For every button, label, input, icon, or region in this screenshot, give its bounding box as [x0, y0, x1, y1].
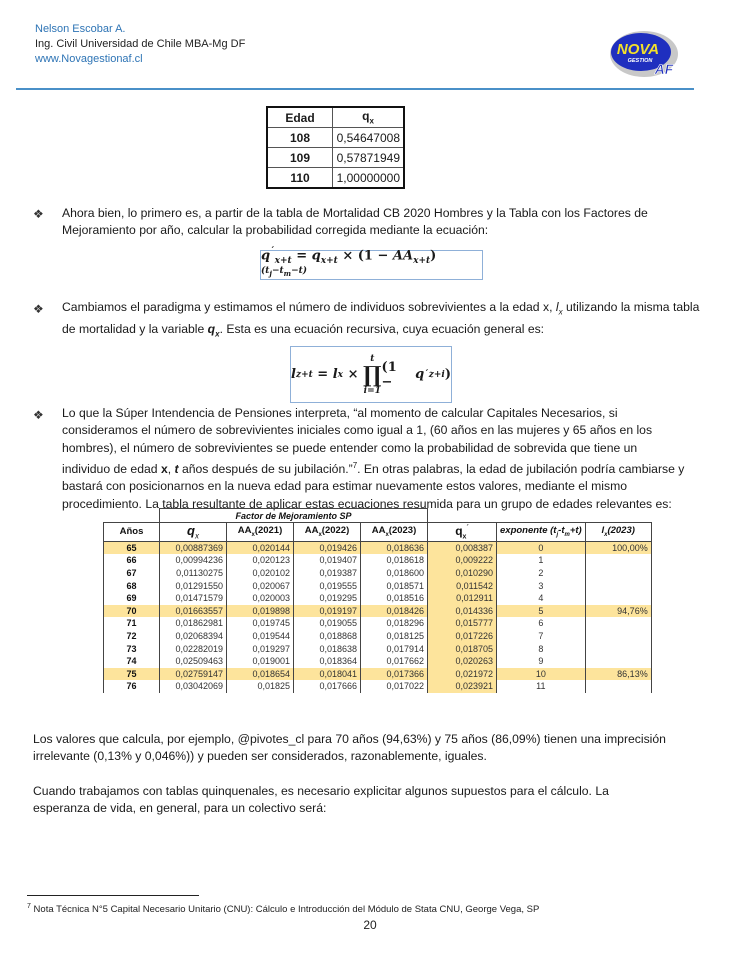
- cell-qx: 0,00994236: [160, 554, 227, 567]
- paragraph-comparison: [33, 731, 713, 766]
- text-span: utilizando la misma tabla: [562, 300, 700, 314]
- cell-lx: 94,76%: [585, 605, 651, 618]
- text-span: j: [556, 532, 559, 539]
- cell-aa2023: 0,017914: [361, 642, 428, 655]
- text-line: esperanza de vida, en general, para un colectivo será:: [33, 801, 327, 816]
- text-span: de mortalidad y la variable: [62, 321, 208, 336]
- cell-aa2023: 0,017022: [361, 680, 428, 693]
- cell-aa2023: 0,017662: [361, 655, 428, 668]
- text-span: l: [601, 525, 605, 537]
- table-row: [104, 554, 652, 567]
- bullet-paragraph-2: [62, 299, 702, 342]
- text-line: consideramos el número de sobrevivientes iniciales como igual a 1, (60 años en las mujeres y 65 años en los: [62, 423, 653, 438]
- cell-lx: [585, 554, 651, 567]
- cell-exp: 1: [497, 554, 586, 567]
- cell-lx: [585, 592, 651, 605]
- cell-qxp: 0,021972: [428, 668, 497, 681]
- text-span: x: [160, 461, 168, 476]
- cell-aa2021: 0,020144: [227, 541, 294, 554]
- text-span: -t: [558, 525, 565, 537]
- cell-lx: 100,00%: [585, 541, 651, 554]
- cell-exp: 9: [497, 655, 586, 668]
- cell-qxp: 0,017226: [428, 630, 497, 643]
- text-span: (2023): [607, 525, 635, 537]
- cell-lx: [585, 567, 651, 580]
- cell-age: 108: [267, 128, 333, 148]
- cell-aa2021: 0,018654: [227, 668, 294, 681]
- group-header-row: [104, 509, 652, 523]
- col-header-aa-2021: [227, 523, 294, 542]
- cell-age: 76: [104, 680, 160, 693]
- col-header-exponent: [497, 523, 586, 542]
- cell-qx: 0,01471579: [160, 592, 227, 605]
- cell-qxp: 0,009222: [428, 554, 497, 567]
- text-span: q: [455, 523, 463, 538]
- text-span: . Esta es una ecuación recursiva, cuya ecuación general es:: [219, 321, 545, 336]
- cell-aa2021: 0,019544: [227, 630, 294, 643]
- text-line: Mejoramiento por año, calcular la probabilidad corregida mediante la ecuación:: [62, 223, 489, 238]
- bullet-diamond-icon: ❖: [33, 408, 44, 422]
- cell-aa2022: 0,018638: [294, 642, 361, 655]
- col-header-qx: [160, 523, 227, 542]
- table-row: [104, 655, 652, 668]
- cell-age: 72: [104, 630, 160, 643]
- cell-age: 74: [104, 655, 160, 668]
- cell-aa2021: 0,020102: [227, 567, 294, 580]
- cell-aa2022: 0,019555: [294, 579, 361, 592]
- text-span: t: [174, 461, 179, 476]
- text-span: x: [558, 307, 563, 317]
- group-header-improvement-factor: Factor de Mejoramiento SP: [160, 509, 428, 523]
- text-span: x: [194, 531, 199, 541]
- cell-qx: 0,54647008: [333, 128, 405, 148]
- text-line: irrelevante (0,13% y 0,046%)) y pueden ser considerados, razonablemente, iguales.: [33, 749, 487, 764]
- cell-qx: 0,02282019: [160, 642, 227, 655]
- cell-age: 75: [104, 668, 160, 681]
- cell-aa2023: 0,017366: [361, 668, 428, 681]
- cell-aa2021: 0,019297: [227, 642, 294, 655]
- cell-lx: [585, 642, 651, 655]
- col-header-age: Edad: [267, 107, 333, 128]
- table-row: [104, 680, 652, 693]
- cell-qxp: 0,010290: [428, 567, 497, 580]
- cell-aa2023: 0,018516: [361, 592, 428, 605]
- cell-exp: 4: [497, 592, 586, 605]
- page-number: 20: [363, 918, 377, 932]
- cell-qxp: 0,014336: [428, 605, 497, 618]
- cell-aa2022: 0,019197: [294, 605, 361, 618]
- table-row: [104, 630, 652, 643]
- text-span: exponente (t: [500, 525, 557, 537]
- cell-qxp: 0,015777: [428, 617, 497, 630]
- cell-aa2021: 0,01825: [227, 680, 294, 693]
- table-row: [104, 592, 652, 605]
- text-span: x: [318, 532, 322, 539]
- cell-qxp: 0,012911: [428, 592, 497, 605]
- cell-aa2022: 0,019295: [294, 592, 361, 605]
- text-span: x: [385, 532, 389, 539]
- text-span: AA: [237, 525, 252, 537]
- table-row: [104, 668, 652, 681]
- cell-qxp: 0,023921: [428, 680, 497, 693]
- cell-exp: 5: [497, 605, 586, 618]
- text-span: m: [564, 532, 570, 539]
- cell-aa2023: 0,018296: [361, 617, 428, 630]
- text-span: . En otras palabras, la edad de jubilación podría cambiarse y: [357, 461, 685, 476]
- bullet-diamond-icon: ❖: [33, 302, 44, 316]
- logo-gestion-text: GESTION: [627, 58, 653, 64]
- equation-survivors: l z+t = l x × t ∏ i=1 (1 − q ´ z+i ): [290, 346, 452, 403]
- table-row: [104, 541, 652, 554]
- logo-nova-text: NOVA: [616, 41, 660, 58]
- cell-age: 70: [104, 605, 160, 618]
- text-line: Cuando trabajamos con tablas quinquenales, es necesario explicitar algunos supuestos para el cálculo. La: [33, 784, 609, 798]
- cell-age: 67: [104, 567, 160, 580]
- col-header-qx-corrected: [428, 523, 497, 542]
- cell-age: 69: [104, 592, 160, 605]
- text-span: (2021): [254, 525, 283, 537]
- cell-aa2021: 0,019898: [227, 605, 294, 618]
- cell-lx: [585, 680, 651, 693]
- table-row: [267, 168, 404, 189]
- cell-age: 66: [104, 554, 160, 567]
- table-row: [267, 148, 404, 168]
- col-header-qx: $q_x$: [333, 107, 405, 128]
- cell-qxp: 0,018705: [428, 642, 497, 655]
- table-row: [104, 567, 652, 580]
- table-row: [104, 642, 652, 655]
- mortality-tail-table: [266, 106, 405, 189]
- text-span: AA: [371, 525, 386, 537]
- bullet-paragraph-1: [62, 205, 702, 240]
- text-line: procedimiento. La tabla resultante de aplicar estas ecuaciones resumida para un grupo de edades relevantes es:: [62, 496, 672, 511]
- cell-qx: 0,03042069: [160, 680, 227, 693]
- cell-aa2023: 0,018426: [361, 605, 428, 618]
- cell-qxp: 0,008387: [428, 541, 497, 554]
- text-line: Lo que la Súper Intendencia de Pensiones interpreta, “al momento de calcular Capitales Necesarios, si: [62, 406, 618, 420]
- cell-aa2021: 0,019745: [227, 617, 294, 630]
- cell-aa2021: 0,020123: [227, 554, 294, 567]
- text-line: [62, 457, 702, 478]
- text-span: individuo de edad: [62, 461, 161, 476]
- cell-aa2023: 0,018571: [361, 579, 428, 592]
- text-span: AA: [304, 525, 319, 537]
- text-span: x: [604, 532, 608, 539]
- cell-qx: 0,02759147: [160, 668, 227, 681]
- author-credentials: Ing. Civil Universidad de Chile MBA-Mg DF: [35, 38, 246, 50]
- cell-aa2022: 0,019426: [294, 541, 361, 554]
- table-header-row: [104, 523, 652, 542]
- cell-aa2022: 0,018868: [294, 630, 361, 643]
- cell-exp: 10: [497, 668, 586, 681]
- col-header-lx-2023: [585, 523, 651, 542]
- cell-aa2022: 0,018364: [294, 655, 361, 668]
- header-divider: [16, 88, 694, 90]
- table-row: [104, 579, 652, 592]
- cell-qxp: 0,011542: [428, 579, 497, 592]
- cell-qx: 0,02509463: [160, 655, 227, 668]
- cell-qxp: 0,020263: [428, 655, 497, 668]
- text-span: (2022): [321, 525, 350, 537]
- text-line: bastará con posicionarnos en la nueva edad para estimar nuevamente estos valores, mediante el mismo: [62, 479, 628, 494]
- cell-lx: [585, 579, 651, 592]
- footnote-text: Nota Técnica N°5 Capital Necesario Unitario (CNU): Cálculo e Introducción del Módulo de Stata CNU, George Vega, SP: [30, 904, 540, 916]
- website-link[interactable]: www.Novagestionaf.cl: [35, 53, 143, 65]
- cell-aa2023: 0,018125: [361, 630, 428, 643]
- cell-exp: 3: [497, 579, 586, 592]
- cell-exp: 8: [497, 642, 586, 655]
- logo-af-text: AF: [654, 61, 674, 77]
- text-span: Cambiamos el paradigma y estimamos el número de individuos sobrevivientes a la edad x,: [62, 300, 556, 314]
- cell-aa2021: 0,019001: [227, 655, 294, 668]
- text-line: Los valores que calcula, por ejemplo, @pivotes_cl para 70 años (94,63%) y 75 años (86,09%) tienen una imprecisión: [33, 732, 666, 746]
- cell-aa2022: 0,019387: [294, 567, 361, 580]
- cell-age: 68: [104, 579, 160, 592]
- table-header-row: [267, 107, 404, 128]
- text-span: años después de su jubilación.”: [178, 461, 353, 476]
- text-span: x: [462, 532, 467, 540]
- paragraph-quinquennial: [33, 783, 713, 818]
- cell-qx: 1,00000000: [333, 168, 405, 189]
- text-span: +t): [569, 525, 582, 537]
- cell-age: 65: [104, 541, 160, 554]
- text-span: q: [187, 523, 195, 538]
- cell-lx: [585, 655, 651, 668]
- footnote-divider: [27, 895, 199, 896]
- cell-qx: 0,01663557: [160, 605, 227, 618]
- cell-aa2023: 0,018636: [361, 541, 428, 554]
- cell-exp: 6: [497, 617, 586, 630]
- col-header-age: Años: [104, 523, 160, 542]
- cell-aa2022: 0,017666: [294, 680, 361, 693]
- cell-aa2022: 0,018041: [294, 668, 361, 681]
- text-span: x: [215, 329, 220, 339]
- cell-age: 71: [104, 617, 160, 630]
- nova-gestion-logo: [600, 24, 692, 84]
- cell-qx: 0,00887369: [160, 541, 227, 554]
- cell-age: 73: [104, 642, 160, 655]
- footnote: [27, 903, 539, 915]
- table-row: [104, 617, 652, 630]
- cell-aa2021: 0,020067: [227, 579, 294, 592]
- text-span: ,: [167, 461, 175, 476]
- cell-aa2023: 0,018618: [361, 554, 428, 567]
- cell-age: 110: [267, 168, 333, 189]
- table-row: [104, 605, 652, 618]
- col-header-aa-2023: [361, 523, 428, 542]
- text-line: [62, 321, 702, 343]
- text-line: [62, 299, 702, 321]
- author-name: Nelson Escobar A.: [35, 23, 126, 35]
- cell-exp: 11: [497, 680, 586, 693]
- text-span: l: [555, 300, 559, 314]
- cell-aa2022: 0,019055: [294, 617, 361, 630]
- cell-lx: [585, 617, 651, 630]
- cell-qx: 0,01862981: [160, 617, 227, 630]
- footnote-mark: 7: [27, 903, 31, 910]
- cell-lx: [585, 630, 651, 643]
- table-row: [267, 128, 404, 148]
- page-header: [35, 22, 245, 67]
- cell-exp: 2: [497, 567, 586, 580]
- cell-qx: 0,57871949: [333, 148, 405, 168]
- bullet-diamond-icon: ❖: [33, 207, 44, 221]
- text-line: Ahora bien, lo primero es, a partir de la tabla de Mortalidad CB 2020 Hombres y la Tabla con los Factores de: [62, 206, 648, 220]
- cell-exp: 7: [497, 630, 586, 643]
- cell-aa2021: 0,020003: [227, 592, 294, 605]
- survival-table: [103, 508, 652, 693]
- cell-qx: 0,01130275: [160, 567, 227, 580]
- footnote-reference[interactable]: 7: [352, 460, 358, 470]
- text-span: q: [207, 321, 216, 336]
- text-span: (2023): [388, 525, 417, 537]
- bullet-paragraph-3: [62, 405, 702, 513]
- text-span: ´: [466, 524, 469, 532]
- cell-aa2022: 0,019407: [294, 554, 361, 567]
- cell-qx: 0,01291550: [160, 579, 227, 592]
- cell-age: 109: [267, 148, 333, 168]
- cell-exp: 0: [497, 541, 586, 554]
- text-span: x: [251, 532, 255, 539]
- cell-qx: 0,02068394: [160, 630, 227, 643]
- text-line: hombres), el número de sobrevivientes se puede entender como la probabilidad de sobrevida que tiene un: [62, 440, 638, 455]
- col-header-aa-2022: [294, 523, 361, 542]
- cell-lx: 86,13%: [585, 668, 651, 681]
- equation-corrected-probability: $q^´_{x+t} = q_{x+t} \times (1 - AA_{x+t})^{(t_j-t_m-t)}$: [260, 250, 483, 280]
- survival-table-body: [104, 541, 652, 693]
- cell-aa2023: 0,018600: [361, 567, 428, 580]
